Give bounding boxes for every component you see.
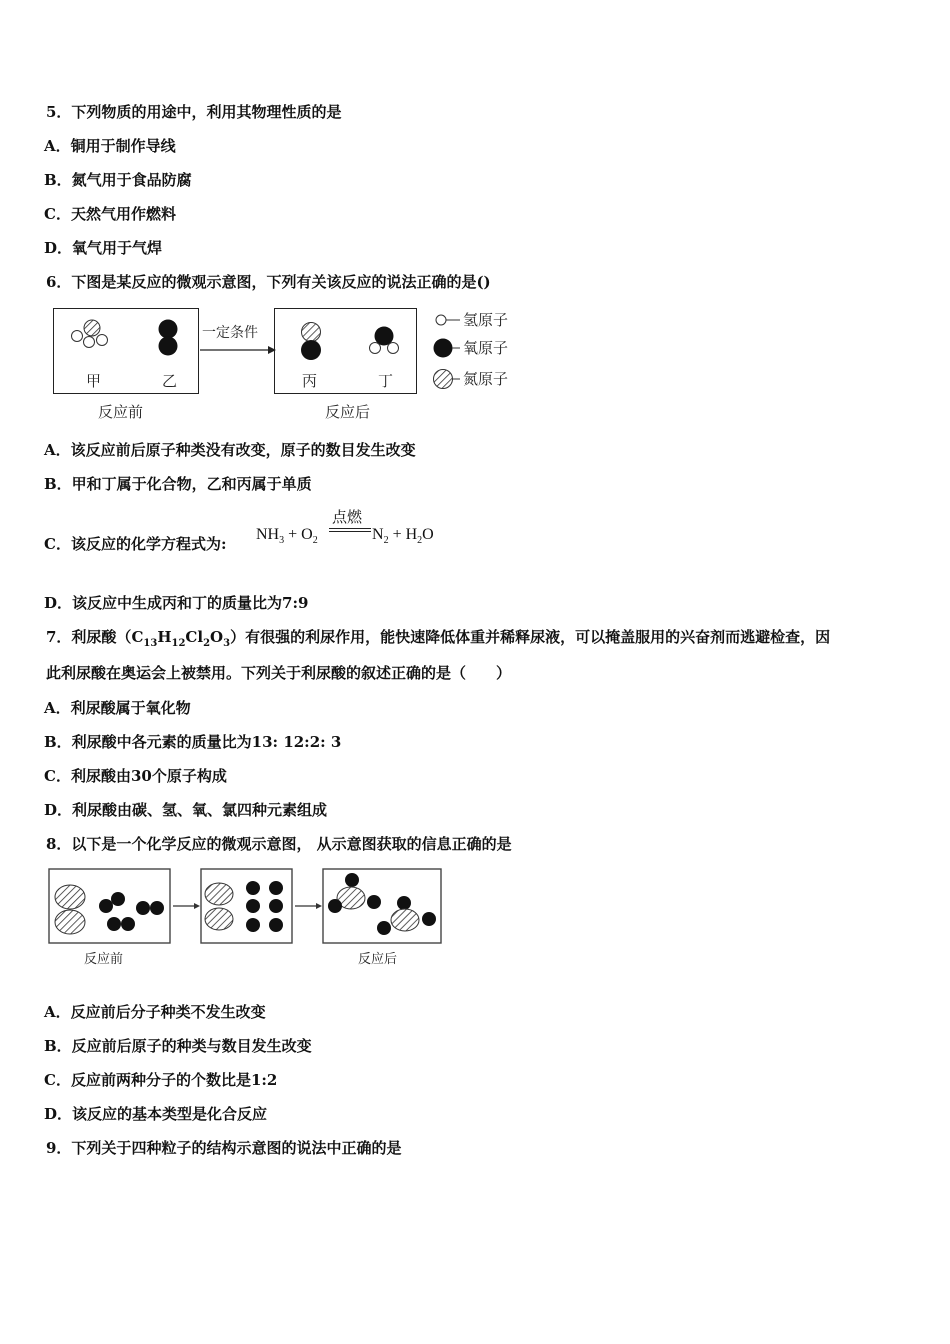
q8-option-d: D．该反应的基本类型是化合反应	[44, 1105, 268, 1123]
molecule-n2	[301, 323, 321, 361]
q5-option-c: C．天然气用作燃料	[44, 205, 176, 223]
legend-markers	[434, 315, 461, 389]
arrow-condition-label: 一定条件	[202, 325, 258, 341]
q8-stem: 8．以下是一个化学反应的微观示意图， 从示意图获取的信息正确的是	[46, 835, 512, 853]
q5-option-b: B．氮气用于食品防腐	[44, 171, 192, 189]
after-label: 反应后	[325, 403, 371, 421]
label-ding: 丁	[378, 372, 394, 390]
chemical-equation	[256, 506, 456, 556]
q6-option-c	[44, 534, 226, 554]
q8-reaction-figure	[46, 866, 446, 966]
label-bing: 丙	[302, 372, 318, 390]
q6-option-c-prefix: C．该反应的化学方程式为:	[44, 535, 227, 553]
molecule-nh3	[72, 320, 108, 348]
q7-stem-line2: 此利尿酸在奥运会上被禁用。下列关于利尿酸的叙述正确的是（ ）	[46, 664, 512, 682]
label-jia: 甲	[86, 372, 102, 390]
before-label: 反应前	[98, 403, 144, 421]
q6-option-a: A．该反应前后原子种类没有改变，原子的数目发生改变	[44, 441, 416, 459]
molecule-h2o	[370, 327, 399, 354]
q6-option-d: D．该反应中生成丙和丁的质量比为7:9	[44, 594, 309, 612]
q5-stem: 5．下列物质的用途中，利用其物理性质的是	[46, 103, 342, 121]
q9-stem: 9．下列关于四种粒子的结构示意图的说法中正确的是	[46, 1139, 402, 1157]
q7-option-c: C．利尿酸由30个原子构成	[44, 767, 227, 785]
legend-nitrogen: 氮原子	[463, 370, 509, 388]
q7-stem-line1: 7．利尿酸$(C_{13}H_{12}Cl_2O_3)$有很强的利尿作用，能快速降低体重并稀释尿液，可以掩盖服用的兴奋剂而逃避检查，因	[46, 628, 831, 649]
equation-reactants: $NH_3 + O_2$	[256, 526, 318, 547]
q7-option-b: B．利尿酸中各元素的质量比为13: 12:2: 3	[44, 733, 342, 751]
molecule-o2	[159, 320, 178, 356]
label-yi: 乙	[162, 372, 178, 390]
q8-option-c: C．反应前两种分子的个数比是1:2	[44, 1071, 278, 1089]
q8-after-label: 反应后	[358, 952, 398, 967]
legend-oxygen: 氧原子	[463, 339, 509, 357]
q5-option-a: A．铜用于制作导线	[44, 137, 176, 155]
q8-option-a: A．反应前后分子种类不发生改变	[44, 1003, 266, 1021]
q6-stem: 6．下图是某反应的微观示意图，下列有关该反应的说法正确的是()	[46, 273, 491, 291]
q5-option-d: D．氧气用于气焊	[44, 239, 163, 257]
legend-hydrogen: 氢原子	[463, 311, 509, 329]
q6-reaction-figure	[50, 306, 530, 424]
equation-condition: 点燃	[332, 510, 363, 526]
equation-products: $N_2 + H_2O$	[372, 526, 434, 547]
q7-option-d: D．利尿酸由碳、氢、氧、氯四种元素组成	[44, 801, 328, 819]
equation-equals	[329, 528, 371, 532]
q8-before-label: 反应前	[84, 952, 124, 967]
q6-option-b: B．甲和丁属于化合物，乙和丙属于单质	[44, 475, 312, 493]
q7-option-a: A．利尿酸属于氧化物	[44, 699, 191, 717]
q8-option-b: B．反应前后原子的种类与数目发生改变	[44, 1037, 312, 1055]
